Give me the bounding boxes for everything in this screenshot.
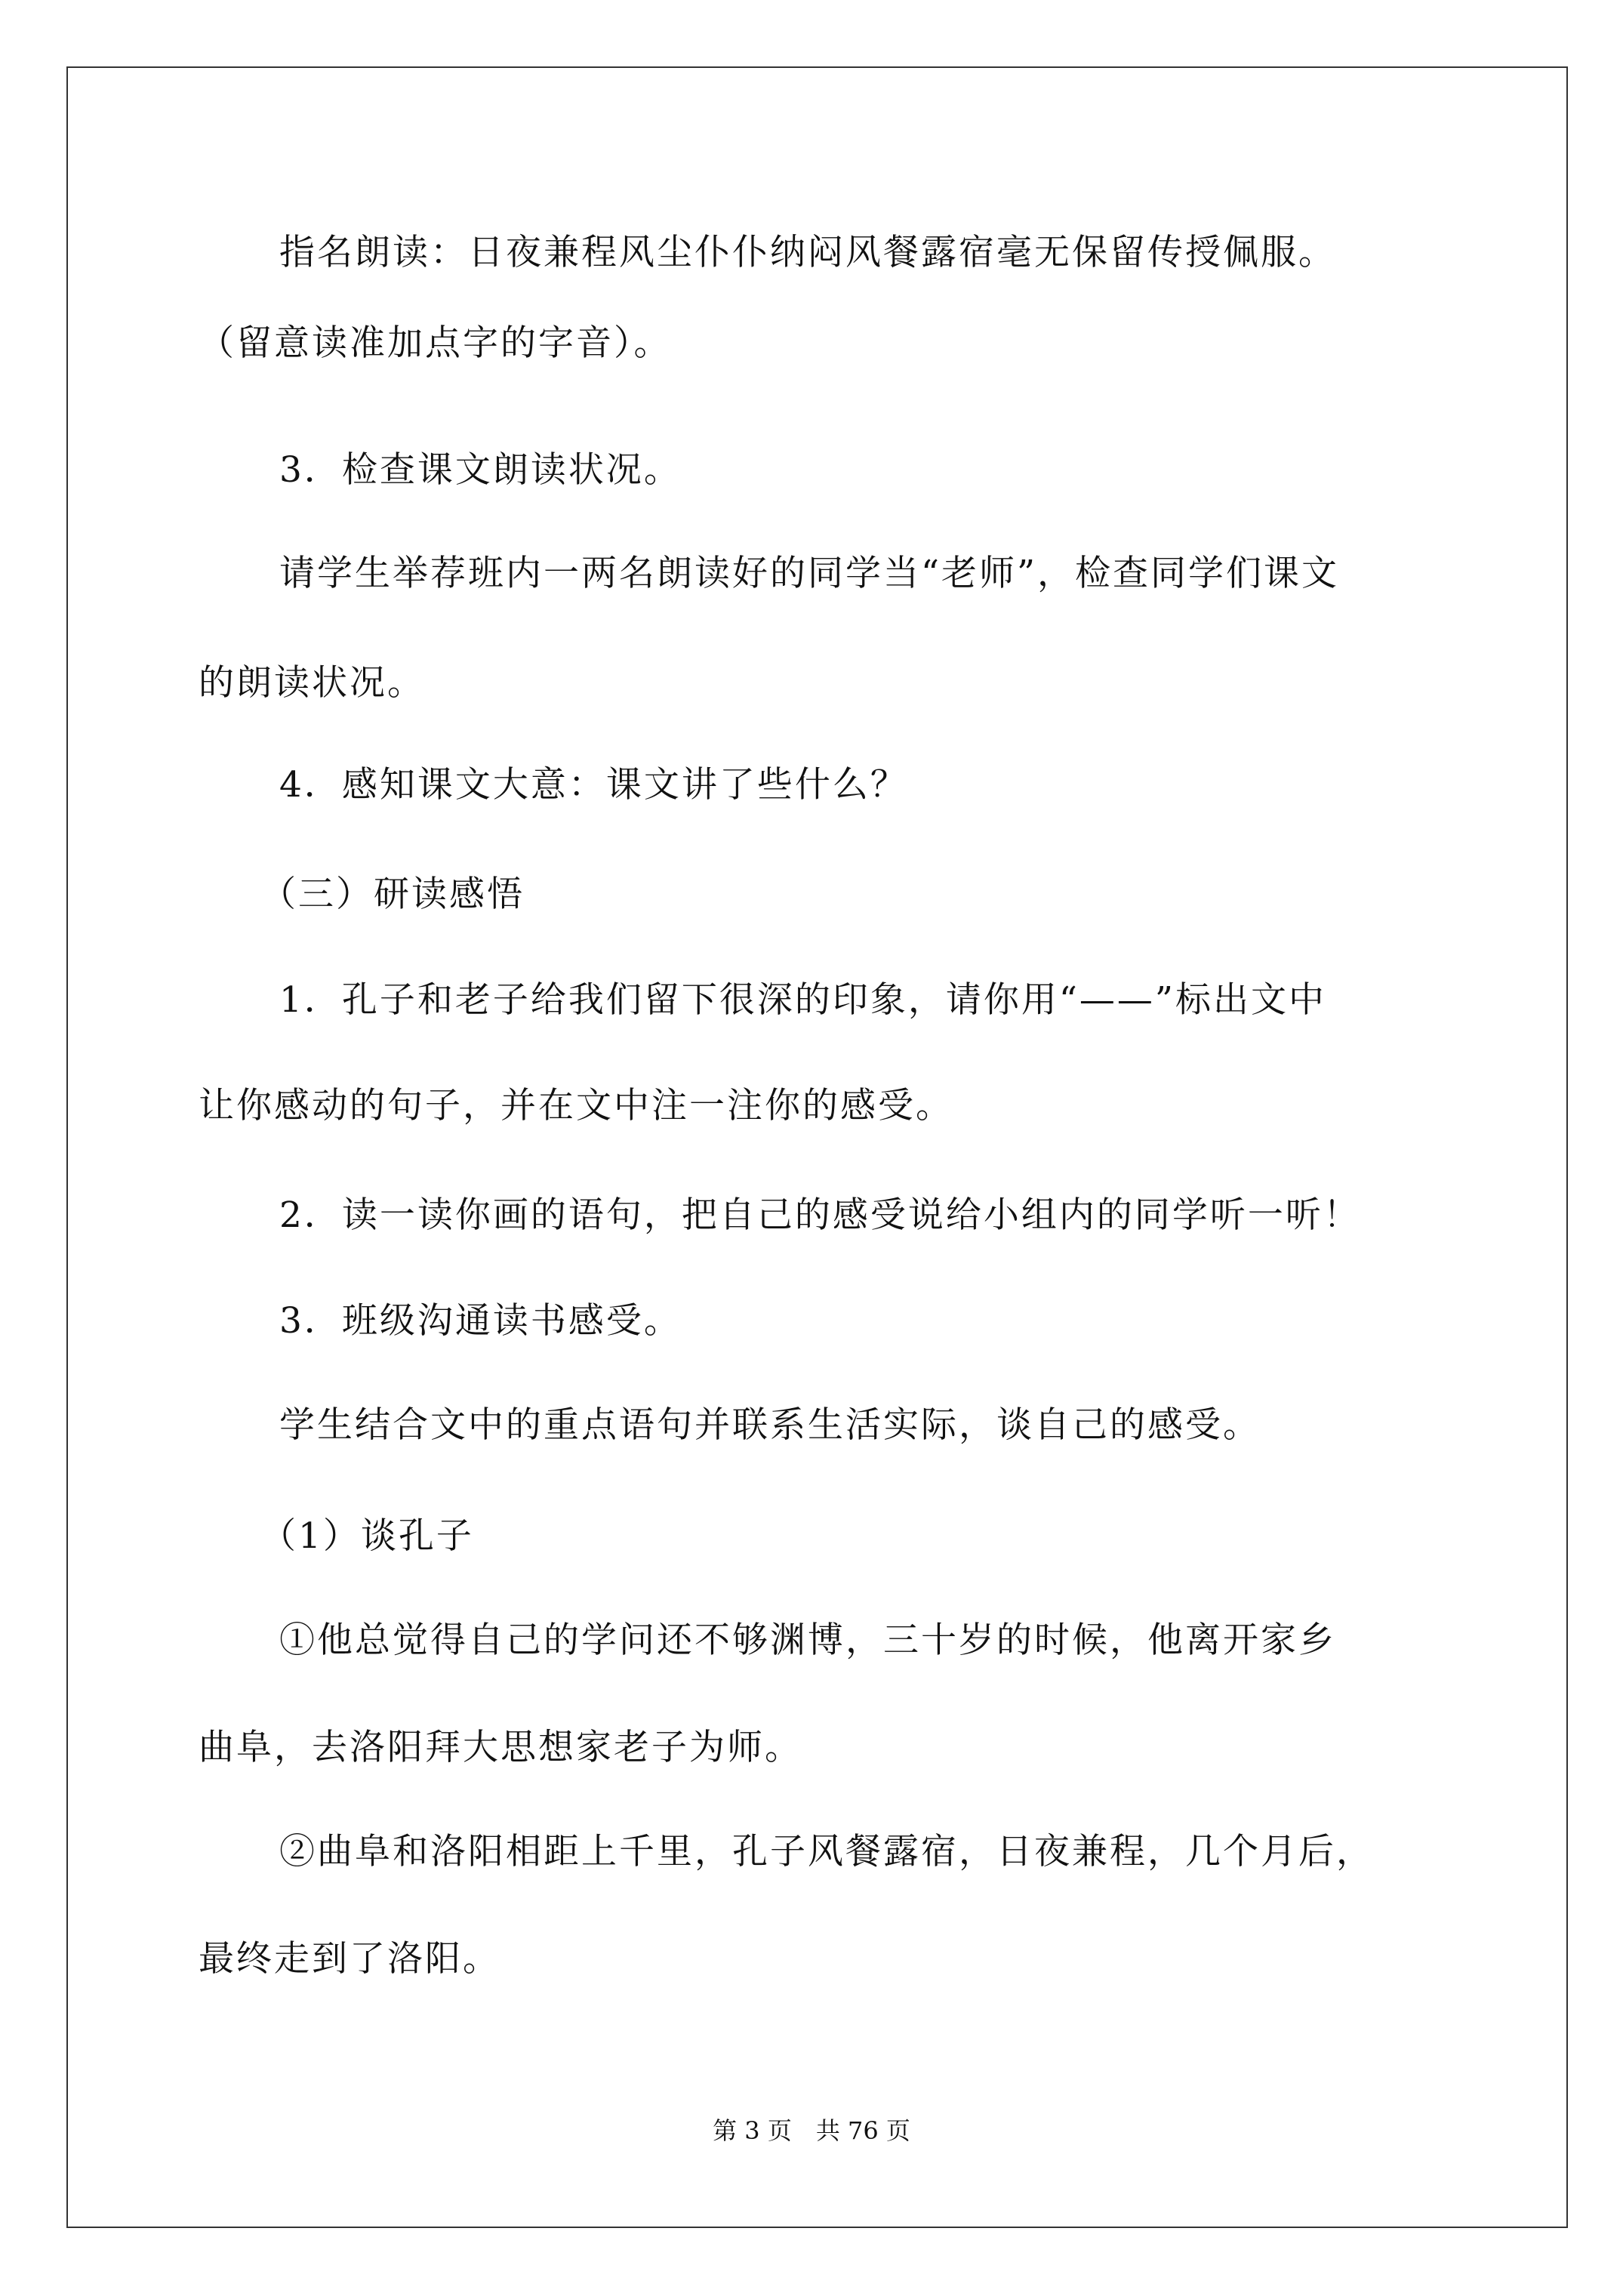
section-heading: （三）研读感悟 xyxy=(260,874,525,915)
paragraph-line: 学生结合文中的重点语句并联系生活实际，谈自己的感受。 xyxy=(279,1404,1261,1446)
paragraph-line: 指名朗读：日夜兼程风尘仆仆纳闷风餐露宿毫无保留传授佩服。 xyxy=(279,232,1336,273)
paragraph-line: 4．感知课文大意：课文讲了些什么？ xyxy=(279,764,908,806)
paragraph-line: （留意读准加点字的字音）。 xyxy=(199,322,672,364)
subsection-heading: （1）谈孔子 xyxy=(260,1515,474,1557)
paragraph-line: ①他总觉得自己的学问还不够渊博，三十岁的时候，他离开家乡 xyxy=(279,1620,1336,1661)
paragraph-line: 1．孔子和老子给我们留下很深的印象，请你用“——”标出文中 xyxy=(279,979,1326,1021)
paragraph-line: 的朗读状况。 xyxy=(199,662,425,704)
paragraph-line: 3．检查课文朗读状况。 xyxy=(279,449,682,491)
paragraph-line: 曲阜，去洛阳拜大思想家老子为师。 xyxy=(199,1727,802,1768)
paragraph-line: 最终走到了洛阳。 xyxy=(199,1938,500,1980)
page-border xyxy=(66,66,1568,2228)
page-number: 第 3 页 共 76 页 xyxy=(713,2116,910,2145)
paragraph-line: 3．班级沟通读书感受。 xyxy=(279,1300,682,1342)
paragraph-line: 2．读一读你画的语句，把自己的感受说给小组内的同学听一听！ xyxy=(279,1194,1361,1236)
paragraph-line: 请学生举荐班内一两名朗读好的同学当“老师”，检查同学们课文 xyxy=(279,553,1340,594)
paragraph-line: 让你感动的句子，并在文中注一注你的感受。 xyxy=(199,1085,953,1126)
paragraph-line: ②曲阜和洛阳相距上千里，孔子风餐露宿，日夜兼程，几个月后， xyxy=(279,1831,1374,1872)
